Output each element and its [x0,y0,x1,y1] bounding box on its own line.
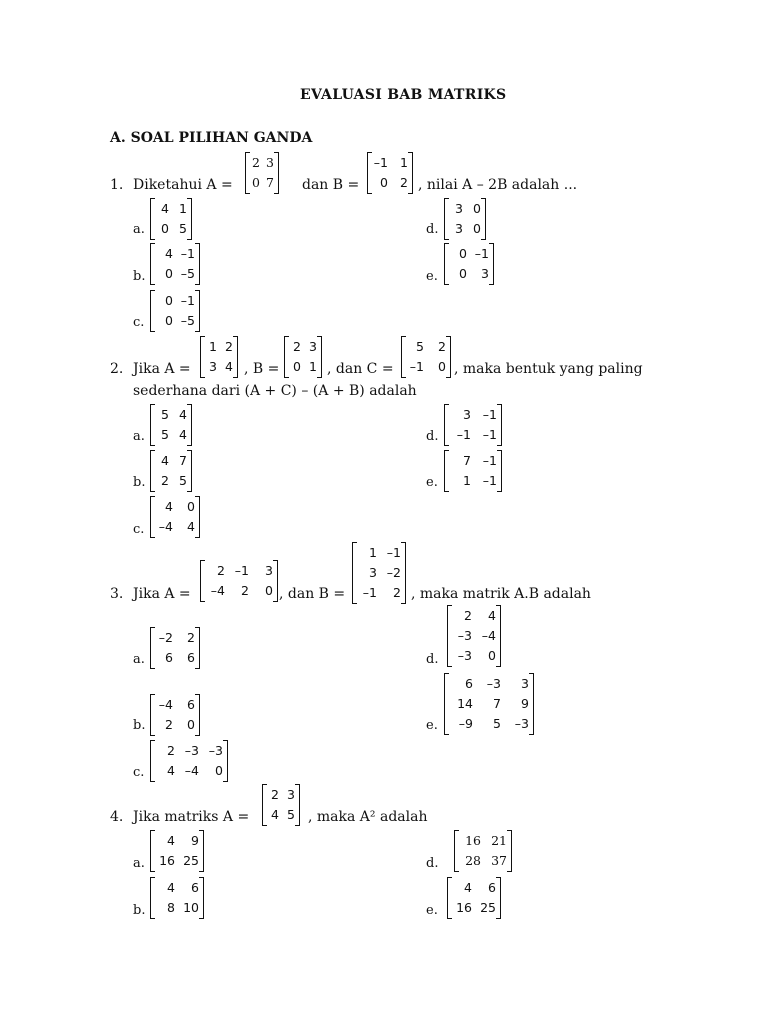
matrix-row [155,648,195,668]
matrix-cell: 28 [465,853,481,868]
matrix-cell: 7 [179,453,187,468]
option-label-c: c. [133,315,145,330]
question-text: , maka bentuk yang paling [454,361,643,377]
matrix-cell: 2 [167,743,175,758]
matrix-row [155,471,187,491]
matrix-cell: 4 [464,880,472,895]
matrix-row [155,451,187,471]
matrix-cell: 5 [179,221,187,236]
option-label-b: b. [133,269,146,284]
matrix-cell: 7 [493,696,501,711]
matrix-A [200,560,278,602]
matrix-cell: 4 [187,519,195,534]
matrix-cell: 4 [167,833,175,848]
matrix-cell: 2 [187,630,195,645]
matrix-C [401,336,451,378]
matrix-cell: 0 [187,717,195,732]
matrix-cell: 2 [252,155,260,170]
matrix-row [459,851,507,871]
matrix-row [155,695,195,715]
matrix-cell: 0 [161,221,169,236]
matrix-cell: –2 [158,630,173,645]
matrix-cell: 2 [161,473,169,488]
matrix-cell: –1 [482,453,497,468]
matrix-cell: 0 [165,266,173,281]
matrix-cell: 5 [416,339,424,354]
matrix-cell: 16 [159,853,175,868]
matrix-row [452,646,496,666]
matrix-cell: 4 [161,453,169,468]
matrix-cell: –4 [158,697,173,712]
matrix-cell: 5 [287,807,295,822]
matrix-cell: 3 [266,155,274,170]
matrix-B [367,152,413,194]
matrix-row [155,878,199,898]
matrix-row [289,357,317,377]
matrix-row [459,831,507,851]
matrix-row [250,153,274,173]
matrix-cell: 1 [309,359,317,374]
matrix-cell: 0 [459,246,467,261]
matrix-row [205,337,233,357]
matrix-row [357,543,401,563]
matrix-cell: –4 [158,519,173,534]
option-b-matrix[interactable] [150,450,192,492]
matrix-row [406,357,446,377]
matrix-cell: 7 [266,175,274,190]
matrix-row [406,337,446,357]
matrix-row [155,311,195,331]
matrix-cell: 0 [459,266,467,281]
question-text: , maka A² adalah [308,809,428,825]
matrix-cell: –3 [457,648,472,663]
matrix-row [250,173,274,193]
matrix-cell: 2 [165,717,173,732]
option-label-a: a. [133,429,145,444]
matrix-cell: 4 [225,359,233,374]
matrix-row [452,898,496,918]
matrix-row [452,606,496,626]
matrix-cell: 37 [491,853,507,868]
matrix-cell: 6 [165,650,173,665]
matrix-cell: 16 [465,833,481,848]
matrix-cell: –1 [482,407,497,422]
matrix-row [449,674,529,694]
question-text: , dan C = [327,361,394,377]
matrix-cell: 5 [161,427,169,442]
matrix-row [155,831,199,851]
option-label-e: e. [426,475,438,490]
question-text: sederhana dari (A + C) – (A + B) adalah [133,383,417,399]
matrix-cell: –4 [481,628,496,643]
page-title: EVALUASI BAB MATRIKS [300,87,507,103]
matrix-cell: 4 [165,499,173,514]
option-e-matrix[interactable] [444,673,534,735]
matrix-cell: 3 [455,201,463,216]
matrix-row [449,694,529,714]
matrix-cell: 14 [457,696,473,711]
question-number: 2. [110,361,124,377]
matrix-cell: 3 [309,339,317,354]
option-a-matrix[interactable] [150,404,192,446]
matrix-cell: 4 [161,201,169,216]
option-label-d: d. [426,652,439,667]
question-text: Jika matriks A = [133,809,250,825]
option-label-b: b. [133,903,146,918]
option-label-d: d. [426,429,439,444]
matrix-cell: –1 [456,427,471,442]
matrix-cell: 0 [438,359,446,374]
matrix-row [449,264,489,284]
matrix-row [449,199,481,219]
matrix-row [357,583,401,603]
matrix-cell: 4 [165,246,173,261]
matrix-cell: 3 [455,221,463,236]
option-d-matrix[interactable] [447,605,501,667]
matrix-cell: 3 [521,676,529,691]
matrix-cell: –4 [210,583,225,598]
matrix-cell: –1 [180,293,195,308]
matrix-cell: 0 [293,359,301,374]
matrix-row [155,244,195,264]
option-label-a: a. [133,222,145,237]
matrix-cell: –1 [409,359,424,374]
matrix-cell: 3 [481,266,489,281]
option-label-c: c. [133,522,145,537]
option-e-matrix[interactable] [444,450,502,492]
matrix-cell: 4 [179,407,187,422]
matrix-row [449,471,497,491]
matrix-cell: 1 [463,473,471,488]
option-e-matrix[interactable] [447,877,501,919]
matrix-cell: 6 [488,880,496,895]
matrix-row [155,264,195,284]
option-d-matrix[interactable] [444,198,486,240]
matrix-cell: 7 [463,453,471,468]
matrix-cell: 9 [191,833,199,848]
matrix-cell: –1 [234,563,249,578]
matrix-cell: 25 [480,900,496,915]
matrix-row [449,405,497,425]
matrix-row [155,761,223,781]
option-b-matrix[interactable] [150,877,204,919]
matrix-row [155,851,199,871]
option-c-matrix[interactable] [150,740,228,782]
question-text: , dan B = [279,586,346,602]
matrix-cell: 2 [217,563,225,578]
matrix-row [155,219,187,239]
matrix-A [200,336,238,378]
matrix-cell: 0 [488,648,496,663]
matrix-cell: 0 [165,293,173,308]
option-label-e: e. [426,269,438,284]
matrix-cell: 0 [252,175,260,190]
matrix-cell: –1 [180,246,195,261]
matrix-cell: –5 [180,313,195,328]
matrix-cell: 25 [183,853,199,868]
matrix-row [155,741,223,761]
matrix-row [155,199,187,219]
matrix-cell: –1 [482,473,497,488]
matrix-row [205,581,273,601]
matrix-row [449,451,497,471]
matrix-cell: 1 [179,201,187,216]
option-c-matrix[interactable] [150,290,200,332]
matrix-row [205,561,273,581]
matrix-row [449,244,489,264]
matrix-cell: 2 [393,585,401,600]
matrix-row [289,337,317,357]
matrix-row [155,425,187,445]
option-b-matrix[interactable] [150,694,200,736]
matrix-cell: 2 [293,339,301,354]
matrix-row [267,805,295,825]
option-e-matrix[interactable] [444,243,494,285]
option-a-matrix[interactable] [150,830,204,872]
question-text: Jika A = [133,586,191,602]
matrix-cell: 6 [187,650,195,665]
question-text: Diketahui A = [133,177,233,193]
matrix-cell: 3 [265,563,273,578]
matrix-cell: –3 [208,743,223,758]
matrix-cell: 2 [400,175,408,190]
option-b-matrix[interactable] [150,243,200,285]
question-number: 4. [110,809,124,825]
question-number: 1. [110,177,124,193]
matrix-cell: 3 [287,787,295,802]
matrix-row [155,628,195,648]
matrix-A [262,784,300,826]
option-label-e: e. [426,903,438,918]
matrix-row [449,714,529,734]
matrix-cell: 0 [380,175,388,190]
matrix-cell: –3 [184,743,199,758]
matrix-cell: 0 [165,313,173,328]
matrix-cell: 3 [209,359,217,374]
matrix-cell: 6 [191,880,199,895]
matrix-cell: –2 [386,565,401,580]
option-c-matrix[interactable] [150,496,200,538]
matrix-row [449,219,481,239]
option-d-matrix[interactable] [444,404,502,446]
matrix-cell: –1 [482,427,497,442]
matrix-cell: 4 [271,807,279,822]
matrix-row [357,563,401,583]
matrix-cell: 1 [209,339,217,354]
matrix-A [245,152,279,194]
matrix-cell: –9 [458,716,473,731]
matrix-cell: 5 [493,716,501,731]
matrix-cell: 4 [488,608,496,623]
matrix-row [155,898,199,918]
option-label-b: b. [133,475,146,490]
matrix-cell: –3 [514,716,529,731]
matrix-B [352,542,406,604]
matrix-row [155,517,195,537]
option-a-matrix[interactable] [150,627,200,669]
option-label-b: b. [133,718,146,733]
matrix-row [155,291,195,311]
question-text: Jika A = [133,361,191,377]
option-a-matrix[interactable] [150,198,192,240]
matrix-row [452,878,496,898]
matrix-cell: 3 [369,565,377,580]
matrix-cell: –1 [386,545,401,560]
option-d-matrix[interactable] [454,830,512,872]
matrix-row [155,497,195,517]
option-label-d: d. [426,856,439,871]
matrix-cell: 6 [465,676,473,691]
matrix-cell: 3 [463,407,471,422]
matrix-cell: 1 [400,155,408,170]
matrix-B [284,336,322,378]
matrix-cell: 2 [225,339,233,354]
option-label-d: d. [426,222,439,237]
matrix-cell: 10 [183,900,199,915]
matrix-row [372,173,408,193]
matrix-cell: 2 [438,339,446,354]
matrix-cell: –4 [184,763,199,778]
matrix-cell: 0 [215,763,223,778]
matrix-cell: 0 [473,221,481,236]
matrix-cell: 9 [521,696,529,711]
matrix-cell: 8 [167,900,175,915]
question-number: 3. [110,586,124,602]
question-text: , maka matrik A.B adalah [411,586,591,602]
matrix-cell: 2 [241,583,249,598]
matrix-row [205,357,233,377]
matrix-cell: 0 [265,583,273,598]
matrix-row [372,153,408,173]
matrix-row [449,425,497,445]
matrix-cell: 5 [161,407,169,422]
matrix-cell: 2 [464,608,472,623]
question-text: , nilai A – 2B adalah ... [418,177,578,193]
matrix-cell: –1 [362,585,377,600]
matrix-cell: –3 [486,676,501,691]
matrix-cell: 4 [167,763,175,778]
question-text: , B = [244,361,280,377]
matrix-cell: 21 [491,833,507,848]
option-label-e: e. [426,718,438,733]
matrix-cell: –3 [457,628,472,643]
matrix-cell: 2 [271,787,279,802]
matrix-row [155,405,187,425]
matrix-cell: 0 [473,201,481,216]
matrix-cell: 16 [456,900,472,915]
matrix-cell: 4 [167,880,175,895]
matrix-cell: 5 [179,473,187,488]
matrix-cell: 6 [187,697,195,712]
matrix-row [267,785,295,805]
matrix-cell: 0 [187,499,195,514]
section-heading: A. SOAL PILIHAN GANDA [110,130,313,146]
matrix-row [155,715,195,735]
matrix-cell: –5 [180,266,195,281]
matrix-cell: 1 [369,545,377,560]
matrix-cell: –1 [373,155,388,170]
matrix-cell: –1 [474,246,489,261]
matrix-row [452,626,496,646]
matrix-cell: 4 [179,427,187,442]
question-text: dan B = [302,177,360,193]
option-label-a: a. [133,652,145,667]
option-label-c: c. [133,765,145,780]
option-label-a: a. [133,856,145,871]
